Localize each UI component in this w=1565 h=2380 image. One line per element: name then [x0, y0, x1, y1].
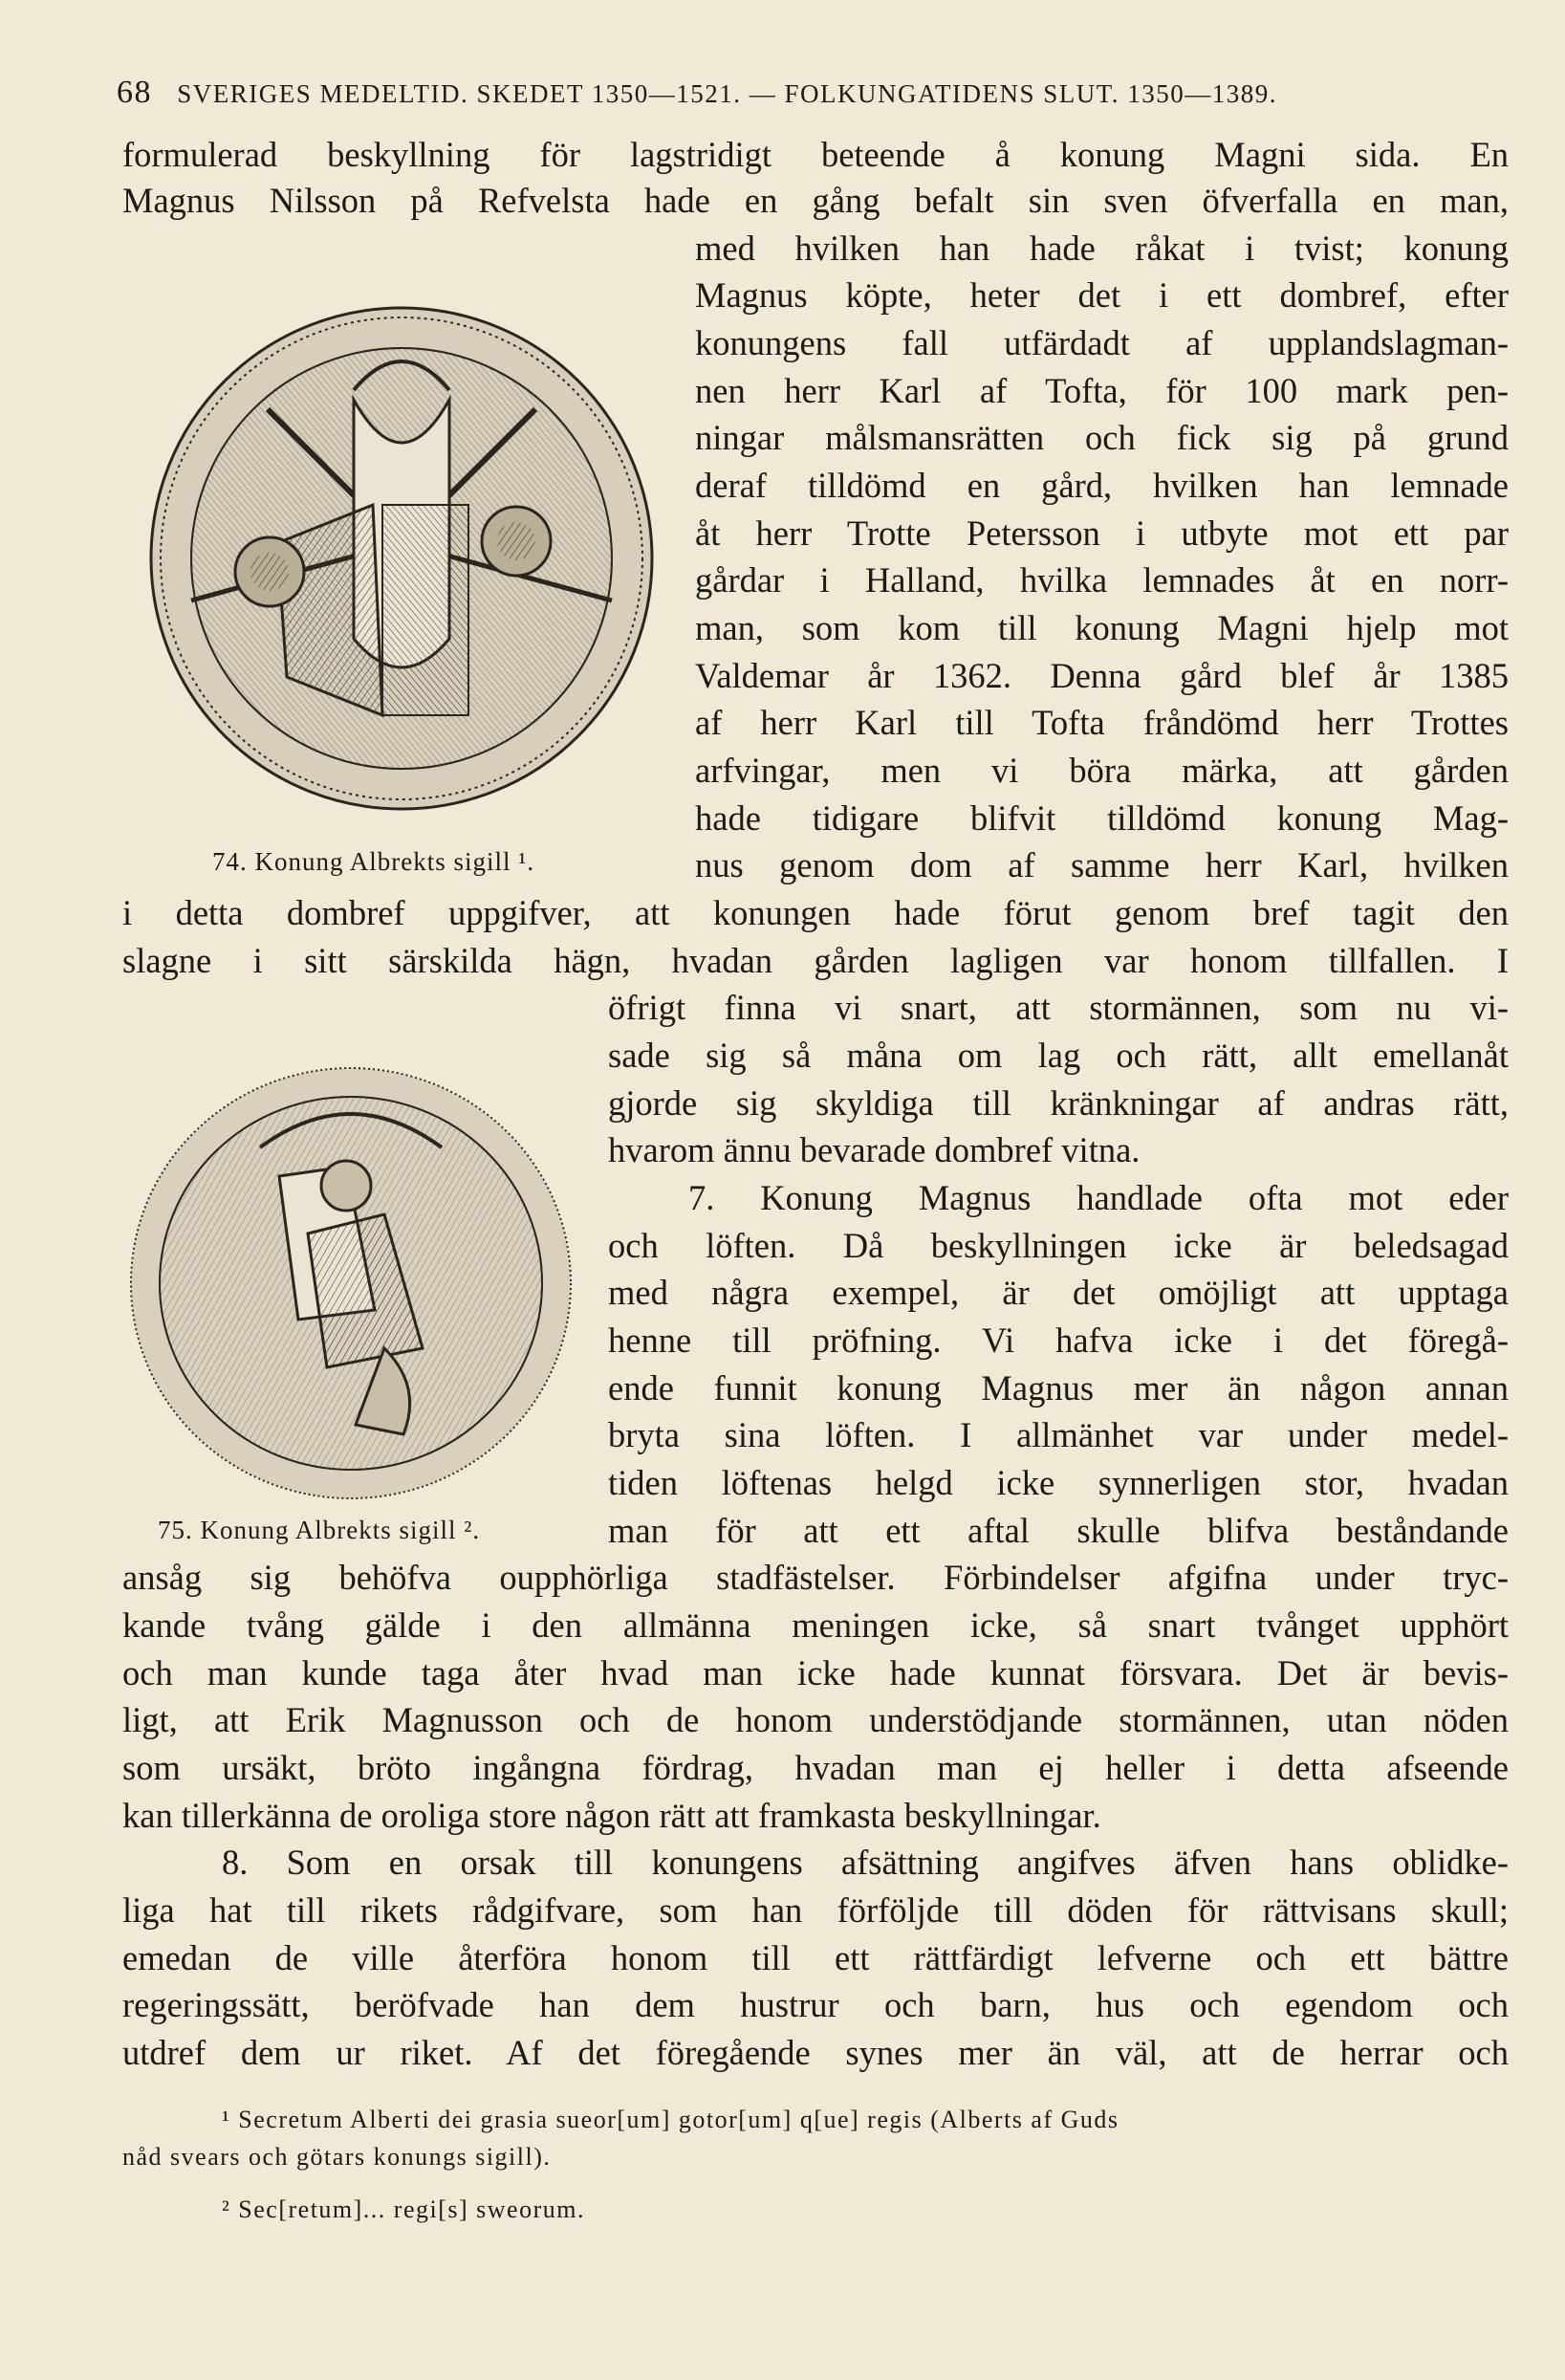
footnote-2: ² Sec[retum]... regi[s] sweorum. — [222, 2195, 585, 2223]
running-title: SVERIGES MEDELTID. SKEDET 1350—1521. — FOLKUNGATIDENS SLUT. 1350—1389. — [177, 79, 1277, 108]
body-line: nen herr Karl af Tofta, för 100 mark pen- — [695, 371, 1509, 410]
footnote-1-continued: nåd svears och götars konungs sigill). — [122, 2143, 552, 2171]
body-line: 7. Konung Magnus handlade ofta mot eder — [688, 1178, 1509, 1217]
body-line: 8. Som en orsak till konungens afsättning angifves äfven hans oblidke- — [222, 1843, 1509, 1882]
body-line: arfvingar, men vi böra märka, att gården — [695, 751, 1509, 790]
figure-caption-75: 75. Konung Albrekts sigill ². — [158, 1516, 481, 1544]
body-line: slagne i sitt särskilda hägn, hvadan gården lagligen var honom tillfallen. I — [122, 941, 1509, 980]
body-line: med några exempel, är det omöjligt att upptaga — [608, 1273, 1509, 1312]
body-line: gårdar i Halland, hvilka lemnades åt en norr- — [695, 560, 1509, 600]
body-line: hvarom ännu bevarade dombref vitna. — [608, 1130, 1141, 1169]
body-line: åt herr Trotte Petersson i utbyte mot ett par — [695, 513, 1509, 553]
body-line: sade sig så måna om lag och rätt, allt emellanåt — [608, 1036, 1509, 1075]
body-line: emedan de ville återföra honom till ett rättfärdigt lefverne och ett bättre — [122, 1938, 1509, 1977]
page-header — [117, 75, 1522, 111]
body-line: i detta dombref uppgifver, att konungen hade förut genom bref tagit den — [122, 893, 1509, 932]
body-line: nus genom dom af samme herr Karl, hvilken — [695, 845, 1509, 884]
body-line: med hvilken han hade råkat i tvist; konung — [695, 229, 1509, 268]
body-line: ligt, att Erik Magnusson och de honom understödjande stormännen, utan nöden — [122, 1700, 1509, 1739]
body-line: Magnus Nilsson på Refvelsta hade en gång befalt sin sven öfverfalla en man, — [122, 181, 1509, 220]
body-line: regeringssätt, beröfvade han dem hustrur och barn, hus och egendom och — [122, 1985, 1509, 2024]
body-line: gjorde sig skyldiga till kränkningar af andras rätt, — [608, 1083, 1509, 1123]
body-line: bryta sina löften. I allmänhet var under medel- — [608, 1415, 1509, 1454]
body-line: hade tidigare blifvit tilldömd konung Mag- — [695, 798, 1509, 838]
body-line: öfrigt finna vi snart, att stormännen, som nu vi- — [608, 988, 1509, 1027]
body-line: kande tvång gälde i den allmänna meningen icke, så snart tvånget upphört — [122, 1605, 1509, 1645]
body-line: utdref dem ur riket. Af det föregående synes mer än väl, att de herrar och — [122, 2033, 1509, 2072]
body-line: Valdemar år 1362. Denna gård blef år 1385 — [695, 656, 1509, 695]
body-line: man för att ett aftal skulle blifva beståndande — [608, 1511, 1509, 1550]
body-line: och man kunde taga åter hvad man icke hade kunnat försvara. Det är bevis- — [122, 1653, 1509, 1692]
figure-caption-74: 74. Konung Albrekts sigill ¹. — [212, 847, 535, 876]
body-line: ningar målsmansrätten och fick sig på grund — [695, 418, 1509, 457]
page-number: 68 — [117, 75, 152, 110]
body-line: och löften. Då beskyllningen icke är beledsagad — [608, 1226, 1509, 1265]
body-line: tiden löftenas helgd icke synnerligen stor, hvadan — [608, 1463, 1509, 1502]
body-line: kan tillerkänna de oroliga store någon rätt att framkasta beskyllningar. — [122, 1796, 1101, 1835]
body-line: deraf tilldömd en gård, hvilken han lemnade — [695, 466, 1509, 505]
body-line: konungens fall utfärdadt af upplandslagman- — [695, 323, 1509, 362]
body-line: ende funnit konung Magnus mer än någon annan — [608, 1368, 1509, 1408]
body-line: formulerad beskyllning för lagstridigt beteende å konung Magni sida. En — [122, 135, 1509, 174]
body-line: som ursäkt, bröto ingångna fördrag, hvadan man ej heller i detta afseende — [122, 1748, 1509, 1787]
body-line: af herr Karl till Tofta fråndömd herr Trottes — [695, 703, 1509, 742]
body-line: liga hat till rikets rådgifvare, som han förföljde till döden för rättvisans skull; — [122, 1890, 1509, 1930]
body-line: man, som kom till konung Magni hjelp mot — [695, 608, 1509, 647]
body-line: ansåg sig behöfva oupphörliga stadfästelser. Förbindelser afgifna under tryc- — [122, 1558, 1509, 1597]
body-line: Magnus köpte, heter det i ett dombref, efter — [695, 275, 1509, 315]
footnote-1: ¹ Secretum Alberti dei grasia sueor[um] gotor[um] q[ue] regis (Alberts af Guds — [222, 2106, 1119, 2133]
seal-illustration-75 — [117, 1061, 585, 1511]
seal-illustration-74 — [134, 295, 669, 830]
body-line: henne till pröfning. Vi hafva icke i det föregå- — [608, 1321, 1509, 1360]
